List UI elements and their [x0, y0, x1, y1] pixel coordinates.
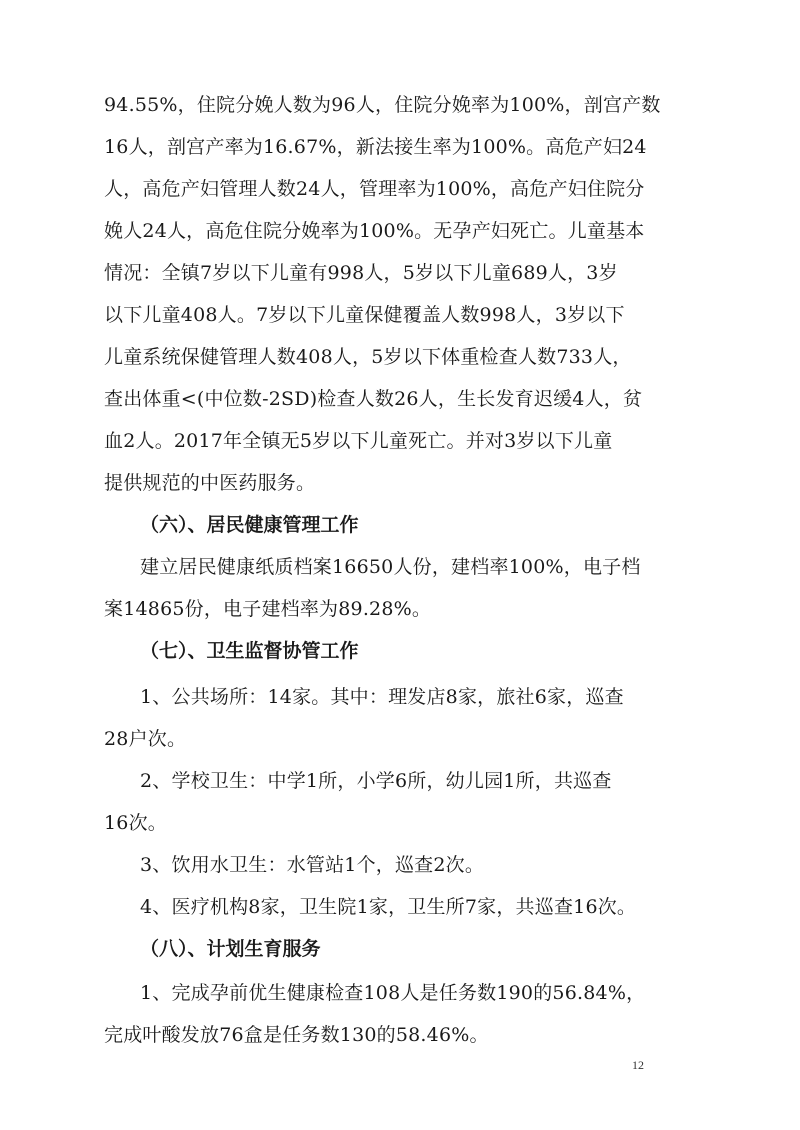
section-heading-7: （七）、卫生监督协管工作 — [140, 640, 359, 662]
body-text-line: 建立居民健康纸质档案16650人份，建档率100%，电子档 — [140, 556, 641, 578]
body-text-line: 94.55%，住院分娩人数为96人，住院分娩率为100%，剖宫产数 — [104, 94, 661, 116]
list-item-text: 3、饮用水卫生：水管站1个，巡查2次。 — [140, 854, 485, 876]
list-item-text: 1、完成孕前优生健康检查108人是任务数190的56.84%， — [140, 982, 646, 1004]
section-heading-6: （六）、居民健康管理工作 — [140, 514, 359, 536]
body-text-line: 以下儿童408人。7岁以下儿童保健覆盖人数998人，3岁以下 — [104, 304, 625, 326]
page-number: 12 — [632, 1058, 644, 1072]
body-text-line: 娩人24人，高危住院分娩率为100%。无孕产妇死亡。儿童基本 — [104, 220, 645, 242]
list-item-text: 完成叶酸发放76盒是任务数130的58.46%。 — [104, 1024, 489, 1046]
body-text-line: 儿童系统保健管理人数408人，5岁以下体重检查人数733人， — [104, 346, 632, 368]
section-heading-8: （八）、计划生育服务 — [140, 938, 321, 960]
body-text-line: 情况：全镇7岁以下儿童有998人，5岁以下儿童689人，3岁 — [104, 262, 618, 284]
body-text-line: 提供规范的中医药服务。 — [104, 472, 316, 494]
body-text-line: 人，高危产妇管理人数24人，管理率为100%，高危产妇住院分 — [104, 178, 645, 200]
body-text-line: 查出体重<(中位数-2SD)检查人数26人，生长发育迟缓4人，贫 — [104, 388, 643, 410]
list-item-text: 1、公共场所：14家。其中：理发店8家，旅社6家，巡查 — [140, 686, 624, 708]
list-item-text: 2、学校卫生：中学1所，小学6所，幼儿园1所，共巡查 — [140, 770, 612, 792]
list-item-text: 28户次。 — [104, 728, 187, 750]
body-text-line: 16人，剖宫产率为16.67%，新法接生率为100%。高危产妇24 — [104, 136, 647, 158]
body-text-line: 案14865份，电子建档率为89.28%。 — [104, 598, 432, 620]
list-item-text: 16次。 — [104, 812, 167, 834]
list-item-text: 4、医疗机构8家，卫生院1家，卫生所7家，共巡查16次。 — [140, 896, 637, 918]
body-text-line: 血2人。2017年全镇无5岁以下儿童死亡。并对3岁以下儿童 — [104, 430, 613, 452]
